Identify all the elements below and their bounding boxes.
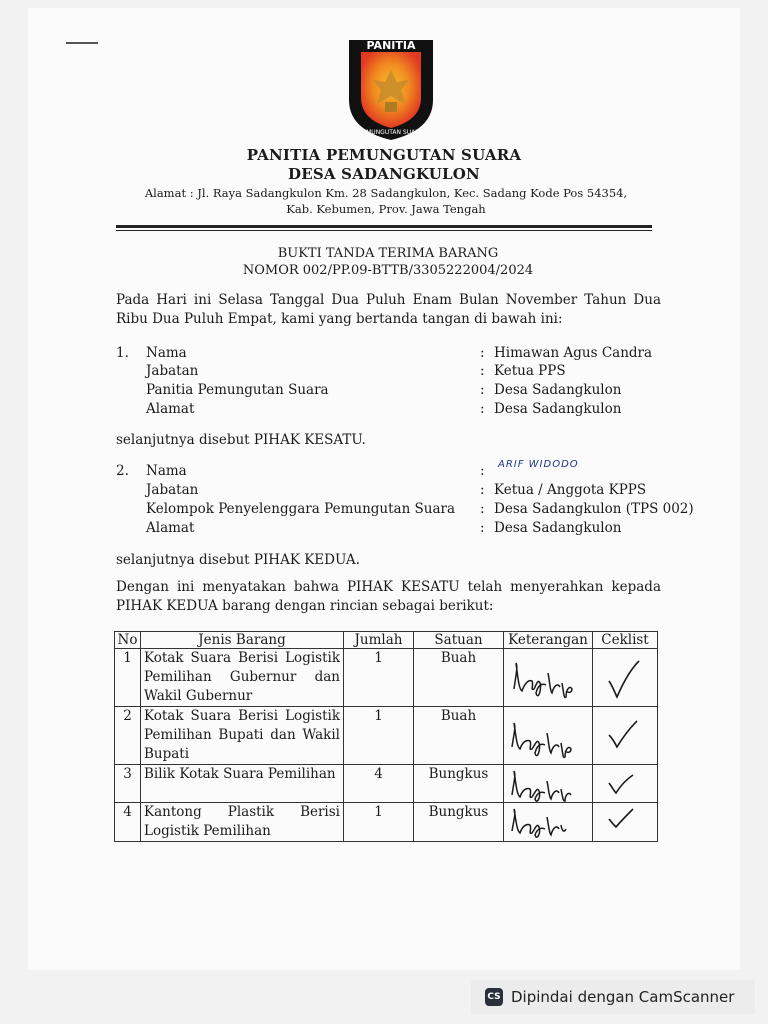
svg-text:PEMUNGUTAN SUARA: PEMUNGUTAN SUARA	[358, 129, 424, 136]
camscanner-watermark	[471, 980, 755, 1014]
row-no: 1	[115, 649, 141, 707]
party1-value-position: Ketua PPS	[494, 363, 566, 379]
check-mark-cell	[593, 803, 658, 842]
handwritten-remark	[504, 803, 593, 842]
pen-mark	[66, 42, 98, 44]
header-no: No	[115, 632, 141, 649]
header-check: Ceklist	[593, 632, 658, 649]
table-row	[115, 649, 658, 707]
table-header-row	[115, 632, 658, 649]
row-no: 4	[115, 803, 141, 842]
row-no: 2	[115, 707, 141, 765]
handwritten-remark-signature	[504, 707, 593, 764]
items-table	[114, 631, 658, 842]
party1-value-committee: Desa Sadangkulon	[494, 382, 622, 398]
header-qty: Jumlah	[344, 632, 414, 649]
party1-closing: selanjutnya disebut PIHAK KESATU.	[116, 432, 366, 448]
row-unit: Bungkus	[414, 765, 504, 803]
row-no: 3	[115, 765, 141, 803]
colon: :	[480, 382, 485, 398]
row-item: Kantong Plastik Berisi Logistik Pemilihan	[141, 803, 344, 842]
opening-line2: Ribu Dua Puluh Empat, kami yang bertanda tangan di bawah ini:	[116, 311, 563, 327]
row-unit: Buah	[414, 649, 504, 707]
colon: :	[480, 401, 485, 417]
party1-value-name: Himawan Agus Candra	[494, 345, 653, 361]
row-qty: 1	[344, 649, 414, 707]
party2-label-position: Jabatan	[146, 482, 199, 498]
document-title: BUKTI TANDA TERIMA BARANG	[277, 246, 499, 261]
document-number: NOMOR 002/PP.09-BTTB/3305222004/2024	[242, 263, 534, 278]
declaration-paragraph	[116, 578, 661, 616]
letterhead-rule-thin	[116, 230, 652, 231]
colon: :	[480, 501, 485, 517]
declaration-line2: PIHAK KEDUA barang dengan rincian sebagai berikut:	[116, 598, 494, 614]
handwritten-remark-signature	[504, 649, 593, 706]
party2-closing: selanjutnya disebut PIHAK KEDUA.	[116, 552, 360, 568]
table-row	[115, 765, 658, 803]
org-name-line1: PANITIA PEMUNGUTAN SUARA	[246, 146, 522, 164]
check-mark-icon	[593, 765, 658, 803]
check-mark-icon	[593, 707, 658, 764]
panitia-logo-emblem	[341, 30, 441, 142]
header-unit: Satuan	[414, 632, 504, 649]
camscanner-text: Dipindai dengan CamScanner	[511, 988, 735, 1006]
handwritten-remark-signature	[504, 803, 593, 841]
check-mark-cell	[593, 707, 658, 765]
colon: :	[480, 345, 485, 361]
party2-value-group: Desa Sadangkulon (TPS 002)	[494, 501, 694, 517]
party1-label-address: Alamat	[146, 401, 195, 417]
handwritten-remark	[504, 649, 593, 707]
row-qty: 4	[344, 765, 414, 803]
opening-line1: Pada Hari ini Selasa Tanggal Dua Puluh Enam Bulan November Tahun Dua	[116, 292, 661, 308]
svg-text:PANITIA: PANITIA	[366, 39, 416, 52]
row-item: Bilik Kotak Suara Pemilihan	[141, 765, 344, 803]
row-qty: 1	[344, 707, 414, 765]
camscanner-icon: CS	[485, 988, 503, 1006]
party1-label-committee: Panitia Pemungutan Suara	[146, 382, 329, 398]
handwritten-remark-signature	[504, 765, 593, 803]
table-row	[115, 707, 658, 765]
party1-label-name: Nama	[146, 345, 187, 361]
handwritten-remark	[504, 707, 593, 765]
opening-paragraph	[116, 291, 661, 329]
header-item: Jenis Barang	[141, 632, 344, 649]
party2-number: 2.	[116, 463, 129, 479]
row-unit: Bungkus	[414, 803, 504, 842]
party2-label-address: Alamat	[146, 520, 195, 536]
check-mark-icon	[593, 803, 658, 841]
table-row	[115, 803, 658, 842]
declaration-line1: Dengan ini menyatakan bahwa PIHAK KESATU telah menyerahkan kepada	[116, 579, 661, 595]
party1-number: 1.	[116, 345, 129, 361]
row-qty: 1	[344, 803, 414, 842]
colon: :	[480, 520, 485, 536]
header-remark: Keterangan	[504, 632, 593, 649]
party1-label-position: Jabatan	[146, 363, 199, 379]
party2-label-name: Nama	[146, 463, 187, 479]
row-item: Kotak Suara Berisi Logistik Pemilihan Gubernur dan Wakil Gubernur	[141, 649, 344, 707]
colon: :	[480, 482, 485, 498]
check-mark-cell	[593, 765, 658, 803]
address-line2: Kab. Kebumen, Prov. Jawa Tengah	[286, 202, 486, 216]
colon: :	[480, 363, 485, 379]
party2-label-group: Kelompok Penyelenggara Pemungutan Suara	[146, 501, 456, 517]
party2-handwritten-name: ARIF WIDODO	[498, 459, 579, 470]
letterhead-rule-thick	[116, 225, 652, 228]
party1-value-address: Desa Sadangkulon	[494, 401, 622, 417]
row-unit: Buah	[414, 707, 504, 765]
handwritten-remark	[504, 765, 593, 803]
address-line1: Alamat : Jl. Raya Sadangkulon Km. 28 Sadangkulon, Kec. Sadang Kode Pos 54354,	[144, 186, 628, 200]
org-name-line2: DESA SADANGKULON	[288, 165, 480, 183]
party2-value-address: Desa Sadangkulon	[494, 520, 622, 536]
check-mark-cell	[593, 649, 658, 707]
row-item: Kotak Suara Berisi Logistik Pemilihan Bupati dan Wakil Bupati	[141, 707, 344, 765]
party2-value-position: Ketua / Anggota KPPS	[494, 482, 647, 498]
colon: :	[480, 463, 485, 479]
check-mark-icon	[593, 649, 658, 706]
